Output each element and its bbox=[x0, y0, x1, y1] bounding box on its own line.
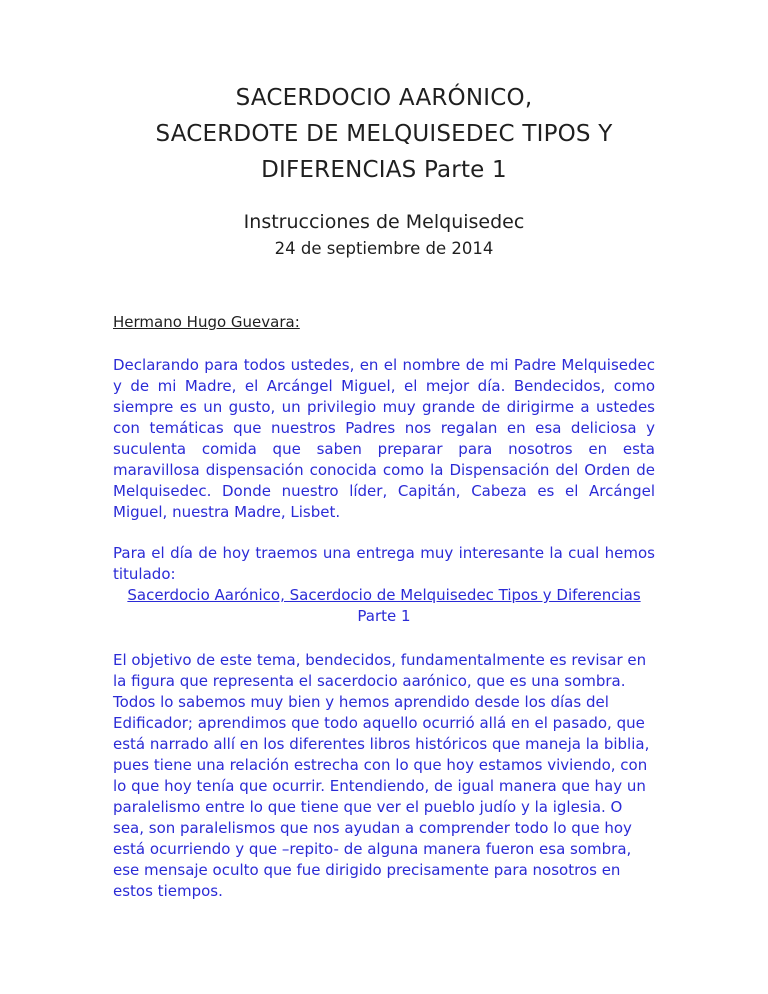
title-line-3: DIFERENCIAS Parte 1 bbox=[261, 157, 507, 183]
text-line: Melquisedec. Donde nuestro líder, Capitán, Cabeza es el Arcángel bbox=[113, 482, 655, 500]
text-line: la figura que representa el sacerdocio aarónico, que es una sombra. bbox=[113, 672, 626, 690]
text-line: El objetivo de este tema, bendecidos, fundamentalmente es revisar en bbox=[113, 651, 647, 669]
document-subtitle: Instrucciones de Melquisedec bbox=[243, 211, 525, 233]
paragraph-1 bbox=[113, 355, 655, 523]
text-line: y de mi Madre, el Arcángel Miguel, el mejor día. Bendecidos, como bbox=[113, 377, 655, 395]
paragraph-2 bbox=[113, 543, 655, 627]
title-line-2: SACERDOTE DE MELQUISEDEC TIPOS Y bbox=[155, 121, 613, 147]
text-line: está ocurriendo y que –repito- de alguna manera fueron esa sombra, bbox=[113, 840, 632, 858]
paragraph-3 bbox=[113, 650, 655, 902]
text-line: sea, son paralelismos que nos ayudan a comprender todo lo que hoy bbox=[113, 819, 632, 837]
text-line: lo que hoy tenía que ocurrir. Entendiendo, de igual manera que hay un bbox=[113, 777, 646, 795]
paragraph-2-intro-line-2: titulado: bbox=[113, 565, 176, 583]
text-line: siempre es un gusto, un privilegio muy grande de dirigirme a ustedes bbox=[113, 398, 655, 416]
text-line: con temáticas que nuestros Padres nos regalan en esa deliciosa y bbox=[113, 419, 655, 437]
text-line: Miguel, nuestra Madre, Lisbet. bbox=[113, 503, 341, 521]
text-line: está narrado allí en los diferentes libros históricos que maneja la biblia, bbox=[113, 735, 650, 753]
text-line: Declarando para todos ustedes, en el nombre de mi Padre Melquisedec bbox=[113, 356, 655, 374]
document-date: 24 de septiembre de 2014 bbox=[274, 239, 494, 258]
text-line: suculenta comida que saben preparar para nosotros en esta bbox=[113, 440, 655, 458]
paragraph-2-intro-line-1: Para el día de hoy traemos una entrega muy interesante la cual hemos bbox=[113, 544, 655, 562]
salutation bbox=[113, 312, 655, 333]
text-line: paralelismo entre lo que tiene que ver el pueblo judío y la iglesia. O bbox=[113, 798, 623, 816]
text-line: ese mensaje oculto que fue dirigido precisamente para nosotros en bbox=[113, 861, 621, 879]
salutation-text: Hermano Hugo Guevara: bbox=[113, 313, 300, 331]
text-line: pues tiene una relación estrecha con lo que hoy estamos viviendo, con bbox=[113, 756, 648, 774]
title-line-1: SACERDOCIO AARÓNICO, bbox=[235, 85, 533, 111]
paragraph-2-titled-part: Parte 1 bbox=[357, 607, 411, 625]
text-line: maravillosa dispensación conocida como la Dispensación del Orden de bbox=[113, 461, 655, 479]
document-title bbox=[113, 80, 655, 188]
text-line: Todos lo sabemos muy bien y hemos aprendido desde los días del bbox=[113, 693, 609, 711]
text-line: estos tiempos. bbox=[113, 882, 223, 900]
text-line: Edificador; aprendimos que todo aquello ocurrió allá en el pasado, que bbox=[113, 714, 645, 732]
paragraph-2-titled-link: Sacerdocio Aarónico, Sacerdocio de Melquisedec Tipos y Diferencias bbox=[127, 586, 641, 604]
